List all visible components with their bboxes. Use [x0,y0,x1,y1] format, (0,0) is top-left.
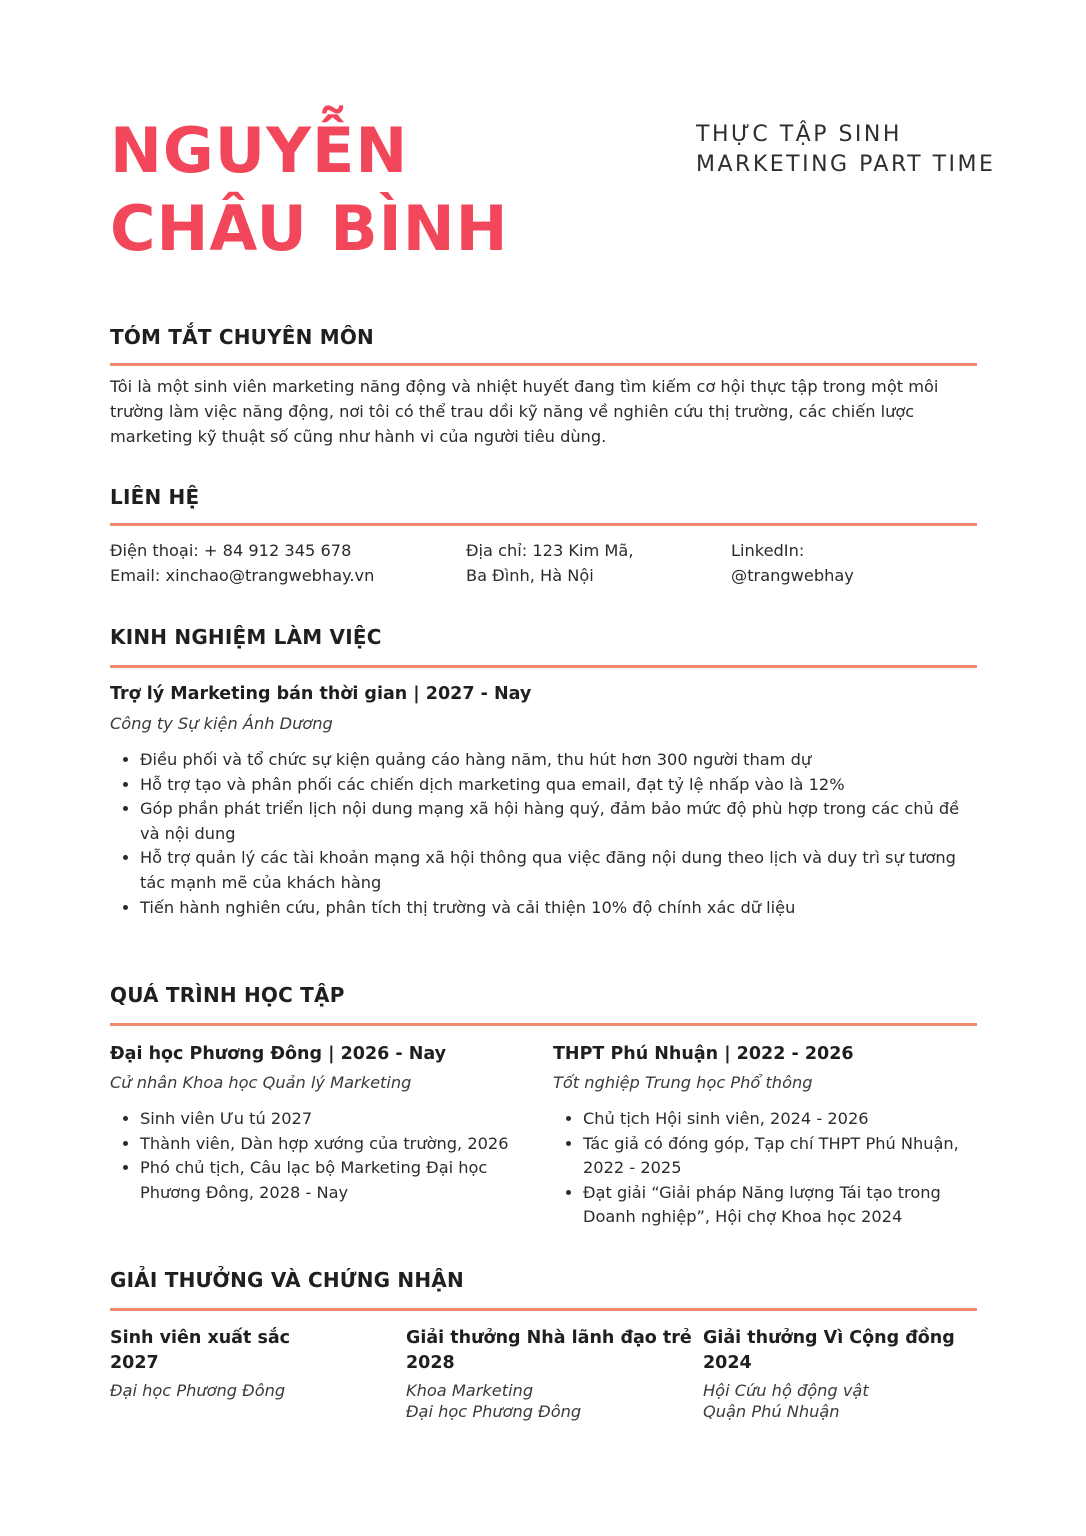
name-line-1: NGUYỄN [110,114,409,187]
education-bullet: • Sinh viên Ưu tú 2027 [140,1107,550,1132]
education-bullet: • Thành viên, Dàn hợp xướng của trường, 2026 [140,1132,550,1157]
award-year: 2027 [110,1353,159,1373]
contact-linkedin-label: LinkedIn: [731,541,805,560]
education-bullet: • Phó chủ tịch, Câu lạc bộ Marketing Đại học Phương Đông, 2028 - Nay [140,1156,550,1205]
experience-heading: KINH NGHIỆM LÀM VIỆC [110,625,382,649]
education-bullet: • Tác giả có đóng góp, Tạp chí THPT Phú Nhuận, 2022 - 2025 [583,1132,988,1181]
award-org: Hội Cứu hộ động vật [703,1381,869,1400]
summary-text: Tôi là một sinh viên marketing năng động và nhiệt huyết đang tìm kiếm cơ hội thực tập trong một môi trường làm việc năng động, nơi tôi có thể trau dồi kỹ năng về nghiên cứu thị trường, các chiến lược marketing kỹ thuật số cũng như hành vi của người tiêu dùng. [110,377,939,446]
contact-email: Email: xinchao@trangwebhay.vn [110,566,375,585]
experience-company: Công ty Sự kiện Ánh Dương [110,714,333,733]
job-title-line-1: THỰC TẬP SINH [696,122,902,147]
job-title [696,120,995,180]
contact-linkedin-handle: @trangwebhay [731,566,854,585]
contact-address-line-2: Ba Đình, Hà Nội [466,566,594,585]
education-bullet-list [110,1107,550,1205]
candidate-name [110,112,509,268]
education-divider [110,1023,977,1026]
education-school-name: THPT Phú Nhuận | 2022 - 2026 [553,1044,854,1064]
experience-bullet: • Góp phần phát triển lịch nội dung mạng xã hội hàng quý, đảm bảo mức độ phù hợp trong các chủ đề và nội dung [140,797,970,846]
summary-heading: TÓM TẮT CHUYÊN MÔN [110,325,374,349]
award-org-line-2: Đại học Phương Đông [406,1402,582,1421]
experience-bullet-list [110,748,970,920]
education-degree: Cử nhân Khoa học Quản lý Marketing [110,1073,412,1092]
award-org-line-2: Quận Phú Nhuận [703,1402,840,1421]
award-name: Giải thưởng Nhà lãnh đạo trẻ [406,1328,692,1348]
awards-heading: GIẢI THƯỞNG VÀ CHỨNG NHẬN [110,1268,464,1292]
contact-divider [110,523,977,526]
education-bullet: • Chủ tịch Hội sinh viên, 2024 - 2026 [583,1107,988,1132]
experience-bullet: • Điều phối và tổ chức sự kiện quảng cáo hàng năm, thu hút hơn 300 người tham dự [140,748,970,773]
experience-bullet: • Hỗ trợ tạo và phân phối các chiến dịch marketing qua email, đạt tỷ lệ nhấp vào là 12% [140,773,970,798]
contact-address-line-1: Địa chỉ: 123 Kim Mã, [466,541,634,560]
experience-bullet: • Tiến hành nghiên cứu, phân tích thị trường và cải thiện 10% độ chính xác dữ liệu [140,896,970,921]
award-year: 2024 [703,1353,752,1373]
name-line-2: CHÂU BÌNH [110,192,509,265]
education-school-name: Đại học Phương Đông | 2026 - Nay [110,1044,447,1064]
award-org: Khoa Marketing [406,1381,534,1400]
experience-role: Trợ lý Marketing bán thời gian | 2027 - Nay [110,684,532,704]
award-name: Sinh viên xuất sắc [110,1328,291,1348]
award-year: 2028 [406,1353,455,1373]
education-bullet: • Đạt giải “Giải pháp Năng lượng Tái tạo trong Doanh nghiệp”, Hội chợ Khoa học 2024 [583,1181,988,1230]
education-bullet-list [553,1107,988,1230]
experience-divider [110,665,977,668]
award-org: Đại học Phương Đông [110,1381,286,1400]
summary-divider [110,363,977,366]
experience-bullet: • Hỗ trợ quản lý các tài khoản mạng xã hội thông qua việc đăng nội dung theo lịch và duy trì sự tương tác mạnh mẽ của khách hàng [140,846,970,895]
education-degree: Tốt nghiệp Trung học Phổ thông [553,1073,813,1092]
job-title-line-2: MARKETING PART TIME [696,152,996,177]
contact-phone: Điện thoại: + 84 912 345 678 [110,541,352,560]
education-heading: QUÁ TRÌNH HỌC TẬP [110,983,345,1007]
awards-divider [110,1308,977,1311]
contact-heading: LIÊN HỆ [110,485,200,509]
award-name: Giải thưởng Vì Cộng đồng [703,1328,955,1348]
